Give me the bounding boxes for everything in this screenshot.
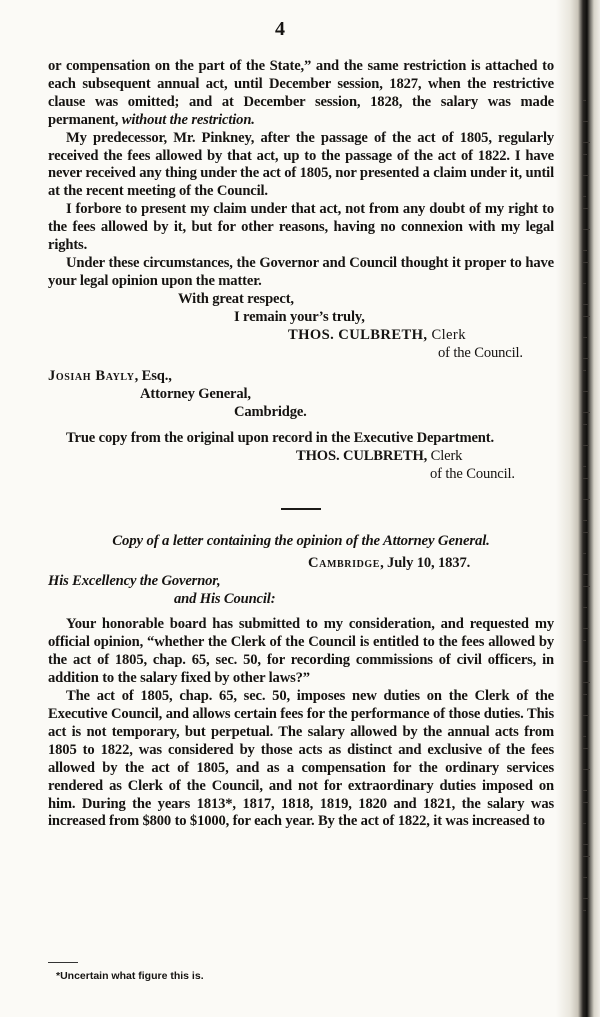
letter-paragraph-3: I forbore to present my claim under that act, not from any doubt of my right to the fees allowed by it, but for other reasons, having no connexion with my legal rights. xyxy=(48,201,554,254)
letter-paragraph-2: My predecessor, Mr. Pinkney, after the passage of the act of 1805, regularly received the fees allowed by that act, up to the passage of the act of 1822. I have never received any thing under the act of 1805, nor presented a claim under it, until at the recent meeting of the Council. xyxy=(48,129,554,200)
addressee-name: Josiah Bayly xyxy=(48,368,135,385)
spine-mark xyxy=(583,910,586,911)
spine-mark xyxy=(583,412,590,413)
page-body xyxy=(48,58,554,831)
opinion-paragraph-2: The act of 1805, chap. 65, sec. 50, imposes new duties on the Clerk of the Executive Council, and allows certain fees for the performance of those duties. This act is not temporary, but perpetual. The salary allowed by the annual acts from 1805 to 1822, was considered by those acts as distinct and exclusive of the fees allowed by the act of 1805, and as a compensation for the ordinary services rendered as Clerk of the Council, and not for extraordinary duties imposed on him. During the years 1813*, 1817, 1818, 1819, 1820 and 1821, the salary was increased from $800 to $1000, for each year. By the act of 1822, it was increased to xyxy=(48,688,554,830)
opinion-heading: Copy of a letter containing the opinion of the Attorney General. xyxy=(112,532,490,549)
spine-mark xyxy=(583,802,589,803)
spine-mark xyxy=(583,121,588,122)
spine-mark xyxy=(583,736,586,737)
true-copy-signature xyxy=(296,448,554,466)
letter-signature-name: THOS. CULBRETH, xyxy=(288,326,428,343)
spine-mark xyxy=(583,640,586,641)
spine-mark xyxy=(583,391,588,392)
addressee-place: Cambridge. xyxy=(234,404,307,421)
spine-mark xyxy=(583,715,589,716)
spine-mark xyxy=(583,607,587,608)
letter-paragraph-1-text: or compensation on the part of the State,” and the same restriction is attached to each subsequent annual act, until December session, 1827, when the restrictive clause was omitted; and at December session, 1828, the salary was made permanent, xyxy=(48,58,554,128)
opinion-salutation-1: His Excellency the Governor, xyxy=(48,572,221,589)
opinion-paragraph-1: Your honorable board has submitted to my consideration, and requested my official opinion, “whether the Clerk of the Council is entitled to the fees allowed by the act of 1805, chap. 65, sec. 50, for recording commissions of civil officers, in addition to the salary fixed by other laws?” xyxy=(48,616,554,687)
spine-mark xyxy=(583,553,586,554)
spine-mark xyxy=(583,877,587,878)
letter-closing-2: I remain your’s truly, xyxy=(234,308,365,325)
addressee-suffix: , Esq., xyxy=(134,368,172,385)
opinion-date-line xyxy=(308,555,554,573)
spine-mark xyxy=(583,100,586,101)
spine-mark xyxy=(583,499,590,500)
letter-signature-title: Clerk xyxy=(431,326,466,343)
spine-mark xyxy=(583,532,589,533)
book-spine-shadow xyxy=(556,0,600,1017)
spine-mark xyxy=(583,466,586,467)
spine-mark xyxy=(583,175,589,176)
spine-mark xyxy=(583,370,586,371)
spine-mark xyxy=(583,856,590,857)
letter-signature xyxy=(288,327,554,345)
spine-mark xyxy=(583,229,590,230)
spine-mark xyxy=(583,142,590,143)
spine-mark xyxy=(583,424,587,425)
opinion-salutation-2: and His Council: xyxy=(174,590,276,607)
letter-paragraph-4: Under these circumstances, the Governor and Council thought it proper to have your legal opinion upon the matter. xyxy=(48,254,554,289)
spine-mark xyxy=(583,661,588,662)
spine-mark xyxy=(583,262,589,263)
spine-mark xyxy=(583,208,588,209)
spine-mark xyxy=(583,337,587,338)
spine-mark xyxy=(583,682,590,683)
addressee-title: Attorney General, xyxy=(140,386,251,403)
spine-mark xyxy=(583,316,590,317)
true-copy-signature-title: Clerk xyxy=(430,448,463,465)
spine-mark xyxy=(583,520,587,521)
spine-mark xyxy=(583,574,588,575)
spine-mark xyxy=(583,196,586,197)
spine-mark xyxy=(583,628,589,629)
spine-mark xyxy=(583,694,587,695)
spine-mark xyxy=(583,748,588,749)
spine-mark xyxy=(583,823,586,824)
opinion-date: , July 10, 1837. xyxy=(380,554,471,571)
spine-mark xyxy=(583,586,590,587)
spine-mark xyxy=(583,898,589,899)
spine-mark xyxy=(583,250,587,251)
opinion-date-place: Cambridge xyxy=(308,554,381,571)
letter-closing-1: With great respect, xyxy=(178,290,294,307)
letter-signature-title-2: of the Council. xyxy=(438,344,523,361)
true-copy-signature-title-2: of the Council. xyxy=(430,465,515,482)
addressee-line xyxy=(48,368,554,386)
spine-mark xyxy=(583,283,586,284)
spine-mark xyxy=(583,445,589,446)
letter-paragraph-1 xyxy=(48,58,554,130)
spine-mark xyxy=(583,769,590,770)
spine-mark xyxy=(583,478,588,479)
section-divider xyxy=(281,508,321,510)
footnote-rule xyxy=(48,962,78,963)
page-number: 4 xyxy=(275,18,285,40)
faded-text-smudge xyxy=(80,904,550,926)
spine-bleedthrough-marks xyxy=(583,100,591,950)
spine-mark xyxy=(583,790,587,791)
spine-mark xyxy=(583,304,588,305)
true-copy-signature-name: THOS. CULBRETH, xyxy=(296,448,428,465)
spine-mark xyxy=(583,844,588,845)
footnote: *Uncertain what figure this is. xyxy=(56,970,204,982)
spine-mark xyxy=(583,154,587,155)
true-copy-note: True copy from the original upon record in the Executive Department. xyxy=(66,430,494,447)
spine-mark xyxy=(583,358,589,359)
letter-paragraph-1-italic: without the restriction. xyxy=(121,111,255,128)
